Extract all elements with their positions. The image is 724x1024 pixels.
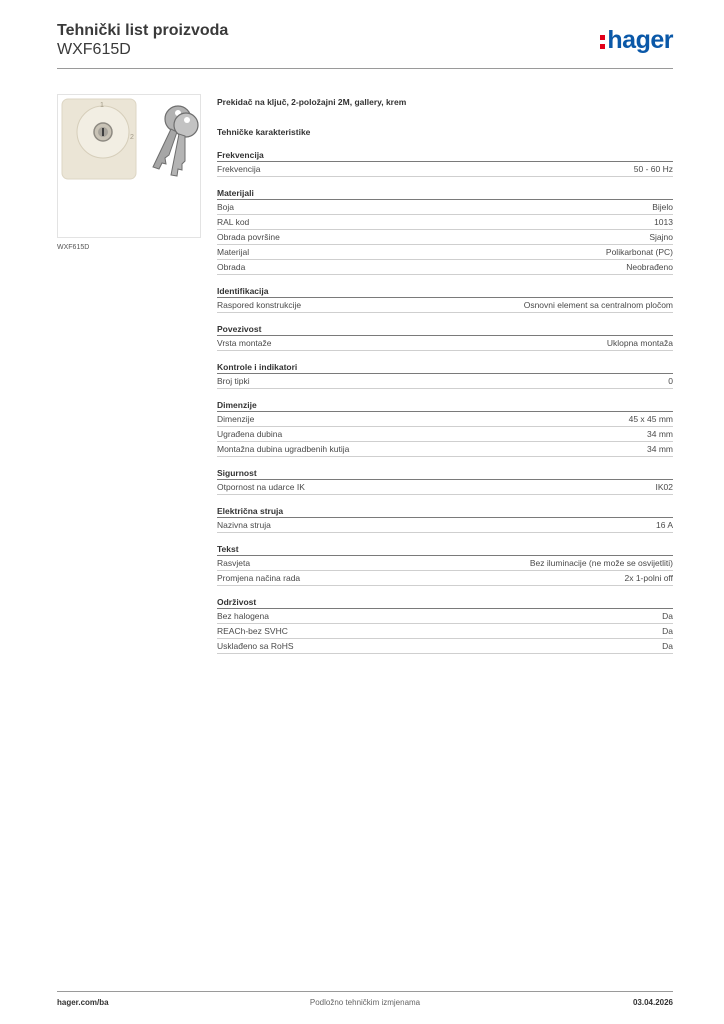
- spec-label: Vrsta montaže: [217, 338, 272, 348]
- spec-label: Otpornost na udarce IK: [217, 482, 305, 492]
- spec-section: [217, 468, 673, 495]
- section-title: Kontrole i indikatori: [217, 362, 673, 374]
- spec-value: Osnovni element sa centralnom pločom: [523, 300, 673, 310]
- spec-label: REACh-bez SVHC: [217, 626, 288, 636]
- spec-row: [217, 625, 673, 639]
- logo-dots-icon: [600, 32, 605, 50]
- spec-row: [217, 337, 673, 351]
- spec-value: Da: [662, 641, 673, 651]
- spec-section: [217, 544, 673, 586]
- product-name: Prekidač na ključ, 2-položajni 2M, gallery, krem: [217, 97, 407, 107]
- product-image: [57, 94, 201, 238]
- section-title: Identifikacija: [217, 286, 673, 298]
- spec-label: Rasvjeta: [217, 558, 251, 568]
- spec-value: 34 mm: [647, 444, 673, 454]
- spec-value: Polikarbonat (PC): [605, 247, 673, 257]
- spec-label: Ugrađena dubina: [217, 429, 283, 439]
- spec-row: [217, 428, 673, 442]
- spec-label: Bez halogena: [217, 611, 269, 621]
- section-title: Frekvencija: [217, 150, 673, 162]
- key-front-icon: [171, 113, 198, 176]
- spec-label: Obrada površine: [217, 232, 280, 242]
- section-title: Povezivost: [217, 324, 673, 336]
- position-marker-2: 2: [130, 134, 134, 141]
- spec-value: Neobrađeno: [626, 262, 673, 272]
- spec-label: Frekvencija: [217, 164, 261, 174]
- header-divider: [57, 68, 673, 69]
- spec-section: [217, 597, 673, 654]
- spec-label: Obrada: [217, 262, 246, 272]
- section-title: Sigurnost: [217, 468, 673, 480]
- spec-section: [217, 400, 673, 457]
- section-title: Tekst: [217, 544, 673, 556]
- spec-label: Materijal: [217, 247, 250, 257]
- spec-row: [217, 201, 673, 215]
- spec-value: Bijelo: [652, 202, 673, 212]
- spec-row: [217, 443, 673, 457]
- spec-section: [217, 324, 673, 351]
- image-caption: WXF615D: [57, 244, 90, 251]
- spec-row: [217, 413, 673, 427]
- spec-label: Boja: [217, 202, 235, 212]
- spec-label: Nazivna struja: [217, 520, 271, 530]
- spec-row: [217, 557, 673, 571]
- spec-row: [217, 519, 673, 533]
- specifications: [217, 97, 673, 665]
- spec-value: 34 mm: [647, 429, 673, 439]
- page-footer: [57, 998, 673, 1010]
- spec-value: 1013: [654, 217, 673, 227]
- spec-row: [217, 246, 673, 260]
- spec-row: [217, 481, 673, 495]
- spec-value: 16 A: [655, 520, 673, 530]
- spec-section: [217, 188, 673, 275]
- tech-heading: Tehničke karakteristike: [217, 127, 311, 137]
- footer-date: 03.04.2026: [632, 998, 673, 1007]
- spec-value: Da: [662, 626, 673, 636]
- spec-label: Broj tipki: [217, 376, 250, 386]
- logo-text: hager: [607, 26, 673, 54]
- spec-section: [217, 362, 673, 389]
- spec-label: Dimenzije: [217, 414, 255, 424]
- section-title: Održivost: [217, 597, 673, 609]
- spec-row: [217, 163, 673, 177]
- spec-label: Usklađeno sa RoHS: [217, 641, 294, 651]
- footer-note: Podložno tehničkim izmjenama: [309, 998, 421, 1007]
- spec-value: Bez iluminacije (ne može se osvijetliti): [529, 558, 673, 568]
- spec-label: Montažna dubina ugradbenih kutija: [217, 444, 350, 454]
- spec-value: Da: [662, 611, 673, 621]
- spec-row: [217, 640, 673, 654]
- document-title: Tehnički list proizvoda: [57, 22, 229, 39]
- spec-sections: [217, 150, 673, 654]
- spec-section: [217, 150, 673, 177]
- spec-row: [217, 299, 673, 313]
- spec-section: [217, 506, 673, 533]
- spec-value: Uklopna montaža: [606, 338, 673, 348]
- page-header: [57, 20, 673, 70]
- spec-value: 45 x 45 mm: [628, 414, 673, 424]
- position-marker-1: 1: [100, 102, 104, 109]
- hager-logo: [600, 26, 673, 54]
- product-code: WXF615D: [57, 41, 131, 58]
- spec-label: RAL kod: [217, 217, 250, 227]
- spec-value: 2x 1-polni off: [624, 573, 673, 583]
- spec-row: [217, 261, 673, 275]
- spec-row: [217, 572, 673, 586]
- section-title: Materijali: [217, 188, 673, 200]
- key-switch-illustration: [58, 95, 200, 237]
- spec-value: Sjajno: [649, 232, 673, 242]
- spec-value: 0: [668, 376, 673, 386]
- spec-row: [217, 231, 673, 245]
- section-title: Dimenzije: [217, 400, 673, 412]
- footer-url: hager.com/ba: [57, 998, 109, 1007]
- spec-row: [217, 216, 673, 230]
- spec-label: Promjena načina rada: [217, 573, 301, 583]
- spec-row: [217, 610, 673, 624]
- spec-value: 50 - 60 Hz: [633, 164, 673, 174]
- spec-label: Raspored konstrukcije: [217, 300, 302, 310]
- spec-section: [217, 286, 673, 313]
- section-title: Električna struja: [217, 506, 673, 518]
- footer-divider: [57, 991, 673, 992]
- spec-value: IK02: [655, 482, 673, 492]
- spec-row: [217, 375, 673, 389]
